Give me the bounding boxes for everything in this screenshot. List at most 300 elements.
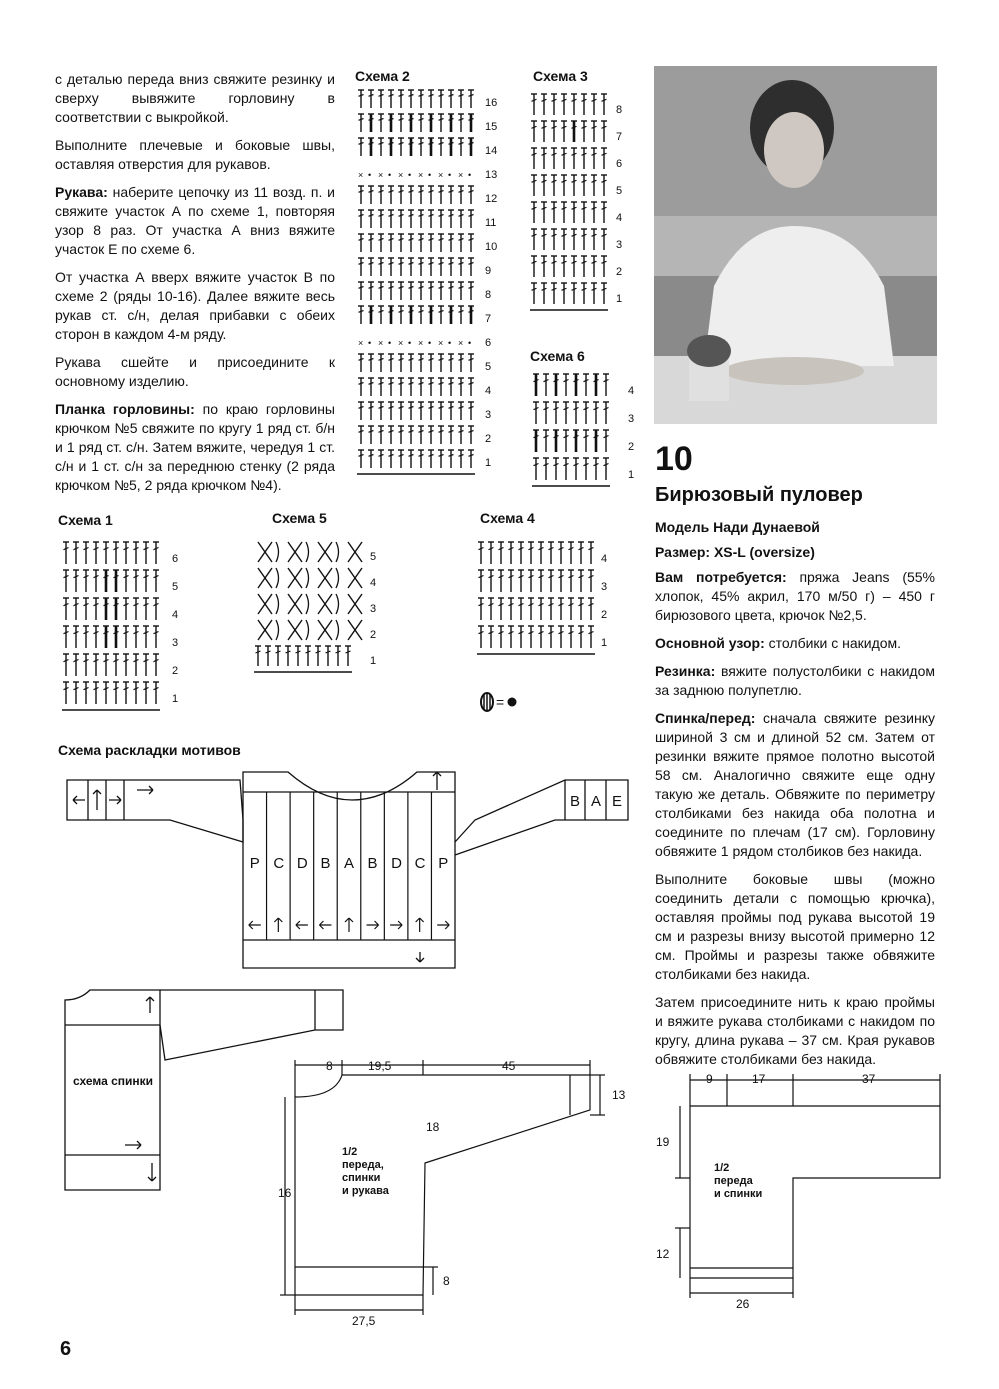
direction-arrow — [345, 918, 353, 932]
stitch-symbol — [588, 570, 594, 592]
pattern-label: переда, — [342, 1159, 384, 1171]
stitch-symbol — [561, 256, 567, 277]
cross-stitch-symbol — [276, 568, 279, 588]
stitch-symbol — [398, 282, 404, 300]
svg-text:•: • — [388, 338, 392, 348]
stitch-symbol — [568, 542, 574, 564]
author: Модель Нади Дунаевой — [655, 519, 820, 535]
stitch-symbol — [563, 402, 569, 424]
stitch-symbol — [553, 430, 559, 452]
stitch-symbol — [448, 234, 454, 252]
stitch-symbol — [548, 626, 554, 648]
cross-stitch-symbol — [348, 542, 362, 562]
cross-stitch-symbol — [336, 620, 339, 640]
stitch-symbol — [408, 426, 414, 444]
stitch-symbol — [378, 186, 384, 204]
stitch-symbol — [73, 654, 79, 676]
stitch-symbol — [571, 148, 577, 169]
stitch-symbol — [548, 598, 554, 620]
stitch-symbol — [388, 282, 394, 300]
stitch-symbol — [153, 598, 159, 620]
stitch-symbol — [601, 94, 607, 115]
stitch-symbol — [388, 114, 394, 132]
stitch-symbol — [438, 138, 444, 156]
stitch-symbol — [438, 354, 444, 372]
sleeve-label: Рукава: — [55, 184, 108, 200]
stitch-symbol — [438, 258, 444, 276]
stitch-symbol — [543, 458, 549, 480]
stitch-symbol — [438, 378, 444, 396]
stitch-symbol — [541, 175, 547, 196]
stitch-symbol — [438, 114, 444, 132]
dim-label: 9 — [706, 1072, 713, 1086]
stitch-symbol — [93, 598, 99, 620]
chain-symbol — [388, 170, 391, 180]
stitch-symbol — [378, 450, 384, 468]
stitch-symbol — [103, 654, 109, 676]
stitch-symbol — [408, 234, 414, 252]
row-number: 4 — [172, 609, 179, 621]
dim-label: 8 — [326, 1059, 333, 1073]
stitch-symbol — [93, 682, 99, 704]
stitch-symbol — [478, 542, 484, 564]
stitch-symbol — [468, 186, 474, 204]
cross-stitch-symbol — [318, 594, 332, 614]
paragraph: Затем присоедините нить к краю проймы и вяжите рукава столбиками с накидом по кругу, длина рукава – 37 см. Края рукавов обвяжите столбиками без накида. — [655, 994, 935, 1067]
stitch-symbol — [388, 378, 394, 396]
stitch-symbol — [83, 682, 89, 704]
stitch-symbol — [418, 378, 424, 396]
stitch-symbol — [378, 282, 384, 300]
stitch-symbol — [593, 458, 599, 480]
stitch-symbol — [285, 646, 291, 666]
stitch-symbol — [428, 450, 434, 468]
stitch-symbol — [368, 450, 374, 468]
pattern-label: и рукава — [342, 1185, 389, 1197]
chain-symbol — [378, 170, 383, 180]
stitch-symbol — [143, 570, 149, 592]
stitch-symbol — [528, 598, 534, 620]
stitch-symbol — [601, 283, 607, 304]
stitch-symbol — [388, 210, 394, 228]
stitch-symbol — [593, 430, 599, 452]
stitch-symbol — [378, 234, 384, 252]
stitch-symbol — [143, 654, 149, 676]
stitch-symbol — [368, 426, 374, 444]
scheme-1-chart — [60, 540, 190, 712]
stitch-symbol — [408, 90, 414, 108]
row-number: 5 — [485, 361, 492, 373]
stitch-symbol — [153, 654, 159, 676]
stitch-symbol — [468, 114, 474, 132]
stitch-symbol — [573, 430, 579, 452]
dim-label: 19,5 — [368, 1059, 392, 1073]
stitch-symbol — [531, 121, 537, 142]
scheme-3-title: Схема 3 — [533, 68, 588, 84]
stitch-symbol — [438, 306, 444, 324]
row-number: 13 — [485, 169, 498, 181]
stitch-symbol — [551, 175, 557, 196]
row-number: 3 — [601, 581, 608, 593]
stitch-symbol — [358, 138, 364, 156]
svg-text:×: × — [418, 338, 424, 348]
stitch-symbol — [368, 138, 374, 156]
stitch-symbol — [573, 458, 579, 480]
stitch-symbol — [568, 626, 574, 648]
stitch-symbol — [538, 598, 544, 620]
stitch-symbol — [578, 570, 584, 592]
stitch-symbol — [345, 646, 351, 666]
motif-letter: C — [414, 855, 426, 872]
stitch-symbol — [468, 282, 474, 300]
right-text-column — [655, 518, 935, 1078]
stitch-symbol — [63, 626, 69, 648]
row-number: 6 — [616, 158, 623, 170]
stitch-symbol — [541, 121, 547, 142]
svg-text:•: • — [428, 170, 432, 180]
cross-stitch-symbol — [336, 594, 339, 614]
model-photo — [654, 66, 937, 424]
stitch-symbol — [388, 402, 394, 420]
row-number: 2 — [601, 609, 608, 621]
cross-stitch-symbol — [348, 568, 362, 588]
svg-text:×: × — [438, 338, 444, 348]
svg-text:×: × — [438, 170, 444, 180]
direction-arrow — [416, 918, 424, 932]
stitch-symbol — [578, 626, 584, 648]
stitch-symbol — [488, 542, 494, 564]
paragraph — [55, 400, 335, 495]
stitch-symbol — [123, 598, 129, 620]
stitch-symbol — [398, 210, 404, 228]
stitch-symbol — [133, 682, 139, 704]
row-number: 5 — [172, 581, 179, 593]
stitch-symbol — [561, 175, 567, 196]
cross-stitch-symbol — [306, 542, 309, 562]
stitch-symbol — [478, 570, 484, 592]
stitch-symbol — [408, 114, 414, 132]
stitch-symbol — [581, 121, 587, 142]
scheme-1-title: Схема 1 — [58, 512, 113, 528]
stitch-symbol — [408, 186, 414, 204]
stitch-symbol — [133, 626, 139, 648]
stitch-symbol — [418, 282, 424, 300]
motif-letter: B — [367, 855, 378, 872]
paragraph: Рукава сшейте и присоедините к основному изделию. — [55, 354, 335, 389]
row-number: 11 — [485, 217, 497, 229]
chain-symbol — [438, 170, 443, 180]
svg-text:•: • — [368, 170, 372, 180]
stitch-symbol — [368, 186, 374, 204]
scheme-5-chart — [252, 540, 392, 670]
stitch-symbol — [581, 256, 587, 277]
stitch-symbol — [478, 598, 484, 620]
stitch-symbol — [408, 138, 414, 156]
direction-arrow — [390, 921, 402, 929]
row-number: 5 — [370, 551, 377, 563]
stitch-symbol — [573, 402, 579, 424]
stitch-symbol — [103, 570, 109, 592]
stitch-symbol — [438, 186, 444, 204]
stitch-symbol — [388, 354, 394, 372]
chain-symbol — [458, 338, 463, 348]
paragraph: Вам потребуется: пряжа Jeans (55% хлопок, 45% акрил, 170 м/50 г) – 450 г бирюзового цвета, крючок №2,5. — [655, 569, 935, 623]
left-text-column — [55, 70, 335, 504]
stitch-symbol — [73, 542, 79, 564]
dim-label: 13 — [612, 1088, 626, 1102]
stitch-symbol — [468, 210, 474, 228]
size: Размер: XS-L (oversize) — [655, 544, 815, 560]
cross-stitch-symbol — [258, 568, 272, 588]
stitch-symbol — [113, 626, 119, 648]
stitch-symbol — [378, 138, 384, 156]
paragraph: Выполните плечевые и боковые швы, оставляя отверстия для рукавов. — [55, 137, 335, 172]
stitch-symbol — [418, 450, 424, 468]
stitch-symbol — [591, 283, 597, 304]
stitch-symbol — [378, 354, 384, 372]
stitch-symbol — [133, 542, 139, 564]
chain-symbol — [448, 338, 451, 348]
stitch-symbol — [83, 626, 89, 648]
stitch-symbol — [458, 234, 464, 252]
stitch-symbol — [103, 542, 109, 564]
row-number: 4 — [616, 212, 623, 224]
stitch-symbol — [428, 378, 434, 396]
stitch-symbol — [603, 458, 609, 480]
stitch-symbol — [541, 202, 547, 223]
stitch-symbol — [73, 570, 79, 592]
stitch-symbol — [581, 148, 587, 169]
stitch-symbol — [358, 90, 364, 108]
stitch-symbol — [388, 186, 394, 204]
stitch-symbol — [428, 210, 434, 228]
stitch-symbol — [571, 94, 577, 115]
stitch-symbol — [438, 426, 444, 444]
stitch-symbol — [601, 256, 607, 277]
scheme-2-title: Схема 2 — [355, 68, 410, 84]
stitch-symbol — [563, 430, 569, 452]
pattern-2-diagram — [650, 1068, 950, 1318]
stitch-symbol — [418, 426, 424, 444]
stitch-symbol — [458, 258, 464, 276]
stitch-symbol — [498, 626, 504, 648]
stitch-symbol — [438, 90, 444, 108]
stitch-symbol — [368, 378, 374, 396]
back-scheme-label: схема спинки — [73, 1074, 154, 1088]
stitch-symbol — [418, 306, 424, 324]
svg-text:×: × — [378, 170, 384, 180]
chain-symbol — [398, 170, 403, 180]
stitch-symbol — [113, 682, 119, 704]
stitch-symbol — [458, 306, 464, 324]
chain-symbol — [468, 338, 471, 348]
svg-text:×: × — [378, 338, 384, 348]
stitch-symbol — [551, 283, 557, 304]
row-number: 3 — [616, 239, 623, 251]
cross-stitch-symbol — [306, 620, 309, 640]
scheme-4-title: Схема 4 — [480, 510, 535, 526]
stitch-symbol — [558, 598, 564, 620]
direction-arrow — [249, 921, 261, 929]
stitch-symbol — [398, 378, 404, 396]
neck-label: Планка горловины: — [55, 401, 195, 417]
stitch-symbol — [358, 354, 364, 372]
stitch-symbol — [448, 258, 454, 276]
stitch-symbol — [518, 570, 524, 592]
stitch-symbol — [551, 229, 557, 250]
svg-text:×: × — [398, 170, 404, 180]
stitch-symbol — [531, 256, 537, 277]
stitch-symbol — [428, 426, 434, 444]
paragraph: Спинка/перед: сначала свяжите резинку шириной 3 см и длиной 52 см. Затем от резинки вяжите прямое полотно высотой 58 см. Аналогично свяжите еще одну такую же деталь. Обвяжите по периметру столбиками без накида оба полотна и соедините по плечам (17 см). Горловину обвяжите 1 рядом столбиков без накида. — [655, 710, 935, 859]
cross-stitch-symbol — [336, 542, 339, 562]
chain-symbol — [358, 338, 363, 348]
sleeve-motif-letter: A — [591, 793, 602, 810]
stitch-symbol — [368, 258, 374, 276]
stitch-symbol — [603, 402, 609, 424]
chain-symbol — [368, 170, 371, 180]
stitch-symbol — [458, 138, 464, 156]
page-number: 6 — [60, 1338, 72, 1360]
stitch-symbol — [541, 283, 547, 304]
stitch-symbol — [418, 402, 424, 420]
direction-arrow — [296, 921, 308, 929]
stitch-symbol — [468, 354, 474, 372]
stitch-symbol — [448, 306, 454, 324]
sleeve-text: наберите цепочку из 11 возд. п. и свяжите участок А по схеме 1, повторяя узор 8 раз. От участка А вниз вяжите участок Е по схеме 6. — [55, 184, 336, 257]
svg-text:•: • — [448, 170, 452, 180]
paragraph: Выполните боковые швы (можно соединить детали с помощью крючка), оставляя проймы под рукава высотой 19 см и разрезы внизу высотой примерно 12 см. Проймы и разрезы также обвяжите столбиками без накида. — [655, 871, 935, 982]
dot-icon — [508, 698, 517, 707]
stitch-symbol — [428, 234, 434, 252]
stitch-symbol — [458, 354, 464, 372]
stitch-symbol — [551, 121, 557, 142]
stitch-symbol — [581, 229, 587, 250]
stitch-symbol — [583, 458, 589, 480]
stitch-symbol — [601, 148, 607, 169]
stitch-symbol — [143, 598, 149, 620]
stitch-symbol — [408, 450, 414, 468]
stitch-symbol — [418, 114, 424, 132]
stitch-symbol — [591, 121, 597, 142]
stitch-symbol — [571, 175, 577, 196]
stitch-symbol — [548, 542, 554, 564]
stitch-symbol — [573, 374, 579, 396]
stitch-symbol — [378, 426, 384, 444]
motif-letter: B — [320, 855, 331, 872]
scheme-3-chart — [528, 92, 638, 314]
stitch-symbol — [468, 234, 474, 252]
pattern-label: 1/2 — [342, 1146, 358, 1158]
stitch-symbol — [153, 682, 159, 704]
stitch-symbol — [103, 682, 109, 704]
stitch-symbol — [368, 306, 374, 324]
row-number: 4 — [628, 385, 635, 397]
stitch-symbol — [601, 121, 607, 142]
stitch-symbol — [378, 306, 384, 324]
stitch-symbol — [571, 283, 577, 304]
chain-symbol — [418, 338, 423, 348]
svg-text:×: × — [418, 170, 424, 180]
stitch-symbol — [508, 626, 514, 648]
stitch-symbol — [551, 148, 557, 169]
stitch-symbol — [581, 175, 587, 196]
stitch-symbol — [123, 542, 129, 564]
stitch-symbol — [143, 682, 149, 704]
stitch-symbol — [558, 570, 564, 592]
stitch-symbol — [531, 175, 537, 196]
svg-text:•: • — [428, 338, 432, 348]
svg-text:×: × — [358, 338, 364, 348]
row-number: 2 — [172, 665, 179, 677]
stitch-symbol — [143, 626, 149, 648]
stitch-symbol — [368, 114, 374, 132]
stitch-symbol — [133, 598, 139, 620]
stitch-symbol — [388, 138, 394, 156]
stitch-symbol — [448, 90, 454, 108]
stitch-symbol — [378, 90, 384, 108]
stitch-symbol — [593, 374, 599, 396]
stitch-symbol — [498, 598, 504, 620]
stitch-symbol — [533, 374, 539, 396]
stitch-symbol — [561, 229, 567, 250]
stitch-symbol — [448, 186, 454, 204]
stitch-symbol — [418, 258, 424, 276]
stitch-symbol — [563, 374, 569, 396]
stitch-symbol — [133, 654, 139, 676]
stitch-symbol — [543, 374, 549, 396]
stitch-symbol — [591, 256, 597, 277]
cross-stitch-symbol — [318, 568, 332, 588]
stitch-symbol — [558, 542, 564, 564]
stitch-symbol — [601, 229, 607, 250]
stitch-symbol — [428, 258, 434, 276]
stitch-symbol — [388, 234, 394, 252]
scheme-4-chart — [475, 540, 625, 658]
stitch-symbol — [533, 402, 539, 424]
stitch-symbol — [428, 90, 434, 108]
stitch-symbol — [531, 94, 537, 115]
stitch-symbol — [103, 626, 109, 648]
stitch-symbol — [561, 283, 567, 304]
stitch-symbol — [398, 114, 404, 132]
stitch-symbol — [113, 542, 119, 564]
stitch-symbol — [458, 282, 464, 300]
row-number: 6 — [485, 337, 492, 349]
row-number: 1 — [628, 469, 635, 481]
stitch-symbol — [531, 148, 537, 169]
stitch-symbol — [583, 430, 589, 452]
motif-letter: C — [273, 855, 285, 872]
stitch-symbol — [368, 210, 374, 228]
stitch-symbol — [561, 202, 567, 223]
stitch-symbol — [571, 121, 577, 142]
row-number: 8 — [616, 104, 623, 116]
stitch-symbol — [528, 570, 534, 592]
stitch-symbol — [358, 306, 364, 324]
row-number: 15 — [485, 121, 498, 133]
cross-stitch-symbol — [306, 568, 309, 588]
stitch-symbol — [508, 598, 514, 620]
dim-label: 16 — [278, 1186, 292, 1200]
cross-stitch-symbol — [258, 620, 272, 640]
stitch-symbol — [388, 258, 394, 276]
row-number: 2 — [370, 629, 377, 641]
stitch-symbol — [275, 646, 281, 666]
motif-letter: A — [344, 855, 355, 872]
stitch-symbol — [543, 402, 549, 424]
layout-scheme-title: Схема раскладки мотивов — [58, 742, 241, 758]
